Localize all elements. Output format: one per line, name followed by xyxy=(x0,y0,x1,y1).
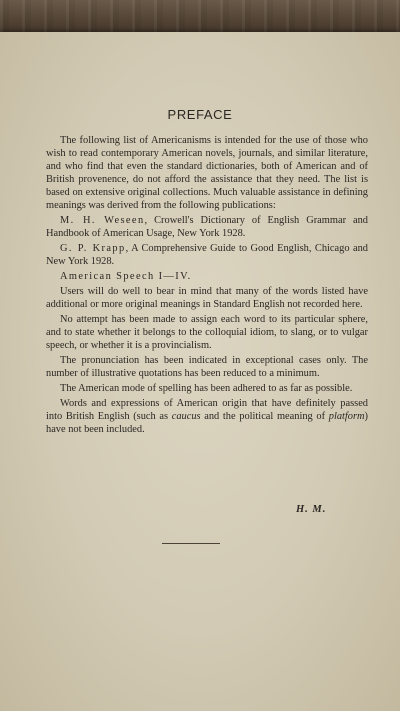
closing-rule xyxy=(162,543,220,544)
page-title: PREFACE xyxy=(167,107,233,122)
spelling-paragraph: The American mode of spelling has been adhered to as far as possible. xyxy=(60,383,353,394)
british-english-paragraph xyxy=(46,397,368,436)
reference-krapp xyxy=(46,242,368,268)
reference-author: G. P. Krapp xyxy=(60,243,126,254)
reference-weseen xyxy=(46,214,368,240)
text-run: ) have not been included. xyxy=(46,411,369,435)
reference-american-speech: American Speech I—IV. xyxy=(60,271,192,282)
text-run: Words and expressions of American origin that have definitely passed into British English (such as xyxy=(46,398,368,422)
reference-details: , Crowell's Dictionary of English Grammar and Handbook of American Usage, New York 1928. xyxy=(46,215,369,239)
reference-details: , A Comprehensive Guide to Good English, Chicago and New York 1928. xyxy=(46,243,368,267)
intro-paragraph: The following list of Americanisms is intended for the use of those who wish to read contemporary American novels, journals, and similar literature, and who find that even the standard dictionaries, both of American and of British provenence, do not afford the assistance that they need. The list is based on extensive original collections. Much valuable assistance in defining meanings was derived from the following publications: xyxy=(46,135,368,211)
preface-body xyxy=(46,134,368,438)
italic-term: platform xyxy=(328,411,365,422)
sphere-paragraph: No attempt has been made to assign each word to its particular sphere, and to state whether it belongs to the colloquial idiom, to slang, or to vulgar speech, or whether it is a provincialism. xyxy=(46,314,368,351)
text-run: and the political meaning of xyxy=(200,411,329,422)
users-paragraph: Users will do well to bear in mind that many of the words listed have additional or more original meanings in Standard English not recorded here. xyxy=(46,286,368,310)
italic-term: caucus xyxy=(171,411,201,422)
author-signature: H. M. xyxy=(296,504,327,515)
reference-author: M. H. Weseen xyxy=(60,215,145,226)
pronunciation-paragraph: The pronunciation has been indicated in exceptional cases only. The number of illustrative quotations has been reduced to a minimum. xyxy=(46,355,368,379)
